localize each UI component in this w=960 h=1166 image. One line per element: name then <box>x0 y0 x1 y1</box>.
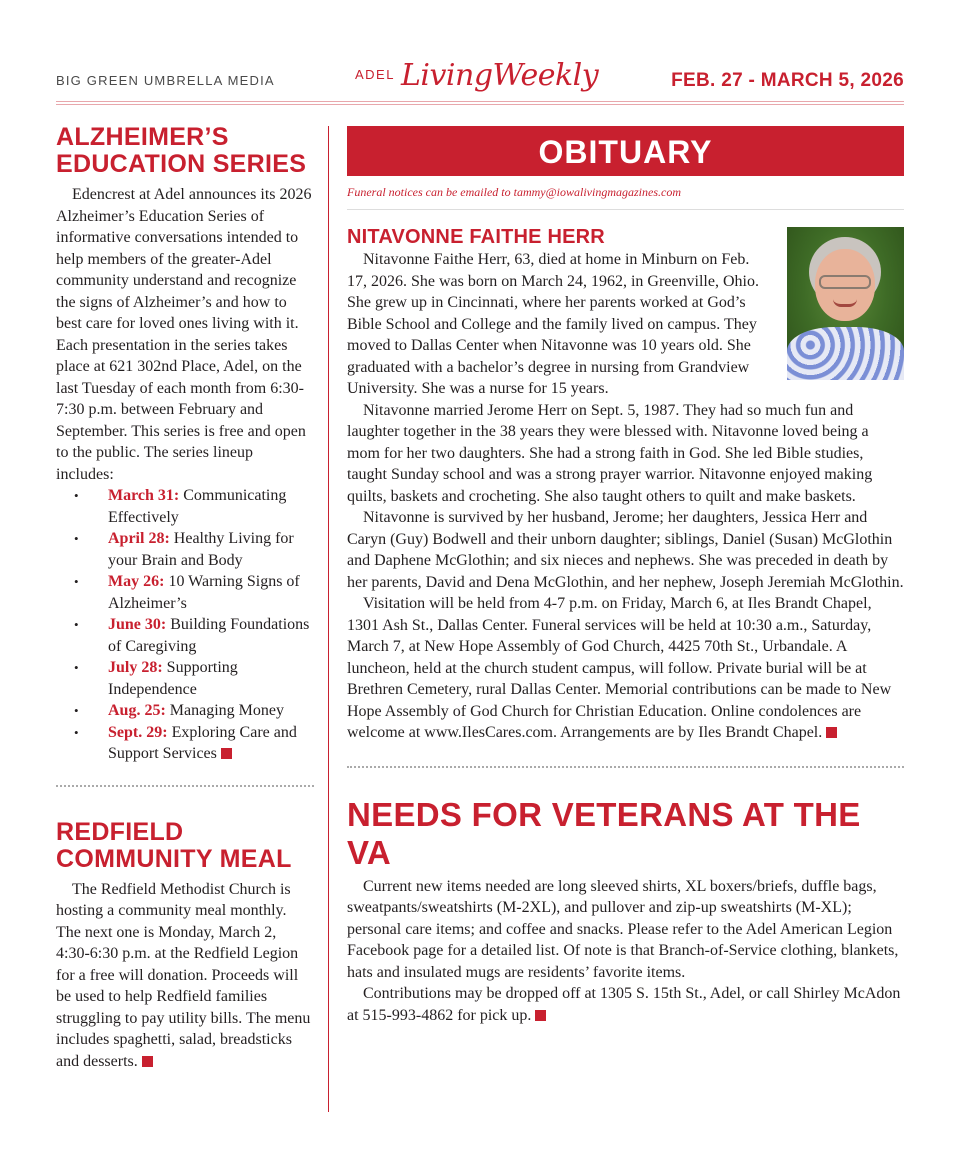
end-mark-icon <box>826 727 837 738</box>
end-mark-icon <box>142 1056 153 1067</box>
alz-intro: Edencrest at Adel announces its 2026 Alzheimer’s Education Series of informative conversations intended to help members of the greater-Adel community understand and recognize the signs of Alzheimer’s and how to best care for loved ones living with it. Each presentation in the series takes place at 621 302nd Place, Adel, on the last Tuesday of each month from 6:30-7:30 p.m. between February and September. This series is free and open to the public. The series lineup includes: <box>56 186 312 483</box>
publisher-name: BIG GREEN UMBRELLA MEDIA <box>56 73 275 88</box>
masthead-script: LivingWeekly <box>400 58 599 93</box>
obituary-name: NITAVONNE FAITHE HERR <box>347 226 605 248</box>
end-mark-icon <box>535 1010 546 1021</box>
list-item: • March 31: Communicating Effectively <box>74 487 287 526</box>
header-rule-secondary <box>56 104 904 105</box>
section-divider <box>347 766 904 768</box>
list-item: • Sept. 29: Exploring Care and Support Services <box>74 723 297 762</box>
alz-body <box>56 184 314 765</box>
obituary-paragraph: Nitavonne is survived by her husband, Jerome; her daughters, Jessica Herr and Caryn (Guy) Bodwell and their unborn daughter; siblings, Daniel (Susan) McGlothin and Daphene McGlothin; and six nieces and nephews. She was preceded in death by her parents, David and Dena McGlothin, and her nephew, Joseph Jeremiah McGlothin. <box>347 509 904 591</box>
redfield-body: The Redfield Methodist Church is hosting a community meal monthly. The next one is Monday, March 2, 4:30-6:30 p.m. at the Redfield Legion for a free will donation. Proceeds will be used to help Redfield families struggling to pay utility bills. The menu includes spaghetti, salad, breadsticks and desserts. <box>56 880 311 1070</box>
obituary-banner: OBITUARY <box>347 126 904 176</box>
veterans-body <box>347 876 904 1027</box>
redfield-title: REDFIELD COMMUNITY MEAL <box>56 817 292 873</box>
header-rule <box>56 101 904 102</box>
list-item: • May 26: 10 Warning Signs of Alzheimer’s <box>74 573 300 612</box>
column-divider <box>328 126 329 1112</box>
end-mark-icon <box>221 748 232 759</box>
list-item: • April 28: Healthy Living for your Brain and Body <box>74 530 294 569</box>
list-item: • Aug. 25: Managing Money <box>74 702 284 719</box>
obituary-paragraph: Visitation will be held from 4-7 p.m. on Friday, March 6, at Iles Brandt Chapel, 1301 Ash St., Dallas Center. Funeral services will be held at 10:30 a.m., Saturday, March 7, at New Hope Assembly of God Church, 4425 70th St., Urbandale. A luncheon, held at the church student campus, will follow. Private burial will be at Brethren Cemetery, rural Dallas Center. Memorial contributions can be made to New Hope Assembly of God Church for Christian Education. Online condolences are welcome at www.IlesCares.com. Arrangements are by Iles Brandt Chapel. <box>347 595 892 741</box>
veterans-paragraph: Contributions may be dropped off at 1305 S. 15th St., Adel, or call Shirley McAdon at 515-993-4862 for pick up. <box>347 985 901 1024</box>
masthead-logo <box>355 58 598 93</box>
masthead-prefix: ADEL <box>355 67 395 82</box>
left-column <box>56 124 314 1072</box>
obituary-paragraph: Nitavonne Faithe Herr, 63, died at home in Minburn on Feb. 17, 2026. She was born on March 24, 1962, in Greenville, Ohio. She grew up in Cincinnati, where her parents worked at God’s Bible School and College and the family lived on campus. They moved to Dallas Center when Nitavonne was 10 years old. She graduated with a bachelor’s degree in nursing from Grandview University. She was a nurse for 15 years. <box>347 251 759 397</box>
obituary-body <box>347 249 904 744</box>
section-divider <box>56 785 314 787</box>
obituary-photo <box>787 227 904 380</box>
alz-series-list <box>56 485 314 765</box>
list-item: • June 30: Building Foundations of Caregiving <box>74 616 310 655</box>
right-column <box>347 126 904 1026</box>
funeral-notice-note: Funeral notices can be emailed to tammy@iowalivingmagazines.com <box>347 185 681 199</box>
list-item: • July 28: Supporting Independence <box>74 659 238 698</box>
veterans-title: NEEDS FOR VETERANS AT THE VA <box>347 795 861 871</box>
obituary-paragraph: Nitavonne married Jerome Herr on Sept. 5, 1987. They had so much fun and laughter together in the 38 years they were blessed with. Nitavonne loved being a mom for her two daughters. She had a strong faith in God. She led Bible studies, taught Sunday school and was a strong prayer warrior. Nitavonne enjoyed making quilts, baskets and crocheting. She also taught others to quilt and make baskets. <box>347 401 873 505</box>
veterans-paragraph: Current new items needed are long sleeved shirts, XL boxers/briefs, duffle bags, sweatpants/sweatshirts (M-2XL), and pullover and zip-up sweatshirts (M-XL); personal care items; and coffee and snacks. Please refer to the Adel American Legion Facebook page for a detailed list. Of note is that Branch-of-Service clothing, blankets, hats and insulated mugs are residents’ favorite items. <box>347 877 899 981</box>
note-rule <box>347 209 904 210</box>
alz-title: ALZHEIMER’S EDUCATION SERIES <box>56 123 307 178</box>
issue-date: FEB. 27 - MARCH 5, 2026 <box>671 70 904 91</box>
